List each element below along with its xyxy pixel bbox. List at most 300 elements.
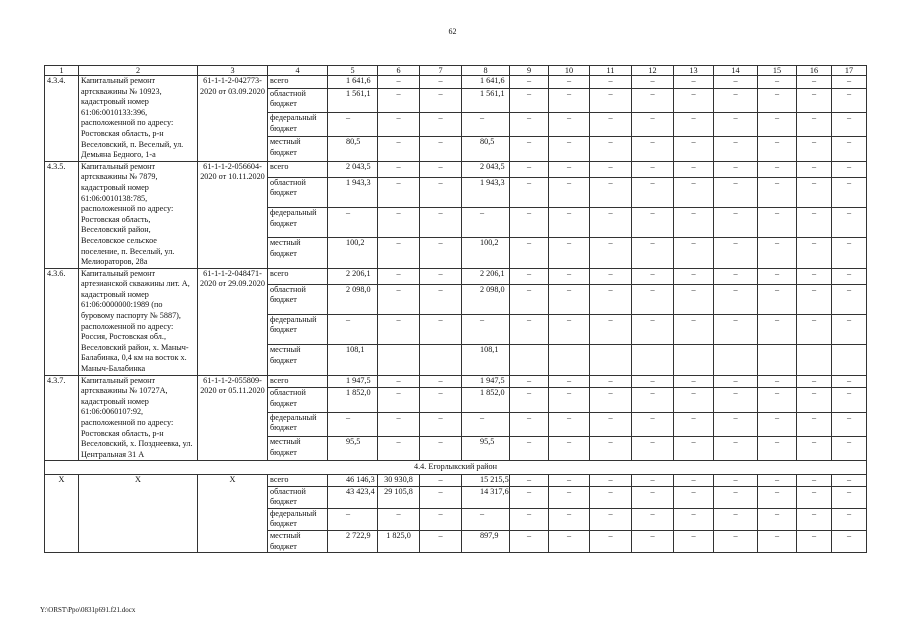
value-col10: – — [549, 137, 590, 161]
value-col16: – — [797, 238, 832, 268]
value-col13: – — [674, 177, 714, 207]
value-col10: – — [549, 486, 590, 508]
value-total: 1 852,0 — [328, 388, 378, 412]
value-col10: – — [549, 76, 590, 89]
value-col11: – — [590, 486, 632, 508]
empty-cell — [714, 345, 758, 375]
empty-cell — [420, 345, 462, 375]
value-col12: – — [632, 113, 674, 137]
value-col17: – — [832, 137, 867, 161]
value-col7: – — [420, 314, 462, 344]
value-col11: – — [590, 161, 632, 177]
value-col8: 80,5 — [462, 137, 510, 161]
value-col12: – — [632, 284, 674, 314]
value-col11: – — [590, 314, 632, 344]
value-col6: 30 930,8 — [378, 474, 420, 486]
value-col11: – — [590, 412, 632, 436]
value-col13: – — [674, 437, 714, 461]
summary-col3: Х — [198, 474, 268, 552]
value-col16: – — [797, 486, 832, 508]
value-total: 100,2 — [328, 238, 378, 268]
value-col14: – — [714, 207, 758, 237]
value-col7: – — [420, 113, 462, 137]
value-col13: – — [674, 284, 714, 314]
value-col12: – — [632, 268, 674, 284]
value-col9: – — [510, 113, 549, 137]
value-col15: – — [758, 137, 797, 161]
value-col6: – — [378, 437, 420, 461]
value-col15: – — [758, 238, 797, 268]
value-col9: – — [510, 88, 549, 112]
empty-cell — [632, 345, 674, 375]
empty-cell — [549, 345, 590, 375]
value-col17: – — [832, 268, 867, 284]
value-col13: – — [674, 207, 714, 237]
value-total: 46 146,3 — [328, 474, 378, 486]
value-col8: – — [462, 508, 510, 530]
funding-source-label: всего — [268, 474, 328, 486]
funding-source-label: всего — [268, 375, 328, 388]
value-col6: – — [378, 113, 420, 137]
column-header: 2 — [79, 66, 198, 76]
value-col16: – — [797, 375, 832, 388]
value-col11: – — [590, 177, 632, 207]
column-header: 7 — [420, 66, 462, 76]
column-header: 14 — [714, 66, 758, 76]
project-code: 61-1-1-2-042773-2020 от 03.09.2020 — [198, 76, 268, 162]
value-col11: – — [590, 76, 632, 89]
value-col10: – — [549, 375, 590, 388]
empty-cell — [797, 345, 832, 375]
value-col13: – — [674, 161, 714, 177]
value-col10: – — [549, 388, 590, 412]
value-col7: – — [420, 375, 462, 388]
column-header: 17 — [832, 66, 867, 76]
funding-source-label: местный бюджет — [268, 137, 328, 161]
value-col15: – — [758, 474, 797, 486]
value-col12: – — [632, 474, 674, 486]
value-col8: 2 206,1 — [462, 268, 510, 284]
value-col15: – — [758, 113, 797, 137]
value-col7: – — [420, 88, 462, 112]
value-col10: – — [549, 284, 590, 314]
value-col16: – — [797, 412, 832, 436]
value-col8: 1 641,6 — [462, 76, 510, 89]
value-col11: – — [590, 207, 632, 237]
value-col9: – — [510, 284, 549, 314]
value-col7: – — [420, 177, 462, 207]
value-total: 108,1 — [328, 345, 378, 375]
empty-cell — [378, 345, 420, 375]
value-col15: – — [758, 314, 797, 344]
summary-col1: Х — [45, 474, 79, 552]
value-col14: – — [714, 388, 758, 412]
value-col13: – — [674, 88, 714, 112]
value-col10: – — [549, 268, 590, 284]
value-col6: – — [378, 161, 420, 177]
column-header: 1 — [45, 66, 79, 76]
value-col7: – — [420, 137, 462, 161]
value-col6: – — [378, 284, 420, 314]
value-col13: – — [674, 412, 714, 436]
value-total: 1 561,1 — [328, 88, 378, 112]
value-col7: – — [420, 238, 462, 268]
file-path-footer: Y:\ORST\Ppo\0831p691.f21.docx — [40, 606, 136, 614]
value-col7: – — [420, 474, 462, 486]
value-col8: 1 947,5 — [462, 375, 510, 388]
column-header: 12 — [632, 66, 674, 76]
project-code: 61-1-1-2-056604-2020 от 10.11.2020 — [198, 161, 268, 268]
value-col9: – — [510, 161, 549, 177]
value-col12: – — [632, 177, 674, 207]
column-header: 9 — [510, 66, 549, 76]
funding-source-label: местный бюджет — [268, 345, 328, 375]
value-col15: – — [758, 161, 797, 177]
value-col16: – — [797, 88, 832, 112]
value-col15: – — [758, 76, 797, 89]
value-col16: – — [797, 113, 832, 137]
value-col7: – — [420, 268, 462, 284]
value-col16: – — [797, 284, 832, 314]
value-col12: – — [632, 530, 674, 552]
value-col10: – — [549, 314, 590, 344]
value-col7: – — [420, 508, 462, 530]
value-col8: – — [462, 412, 510, 436]
value-col6: – — [378, 314, 420, 344]
value-col11: – — [590, 508, 632, 530]
value-col11: – — [590, 474, 632, 486]
value-col9: – — [510, 486, 549, 508]
empty-cell — [510, 345, 549, 375]
value-col17: – — [832, 177, 867, 207]
value-col13: – — [674, 268, 714, 284]
value-col13: – — [674, 486, 714, 508]
value-col6: – — [378, 76, 420, 89]
table-row — [45, 268, 867, 284]
value-col10: – — [549, 238, 590, 268]
value-col7: – — [420, 530, 462, 552]
value-col6: – — [378, 88, 420, 112]
value-col10: – — [549, 437, 590, 461]
funding-source-label: областной бюджет — [268, 284, 328, 314]
summary-col2: Х — [79, 474, 198, 552]
table-row — [45, 161, 867, 177]
value-col14: – — [714, 375, 758, 388]
value-col14: – — [714, 314, 758, 344]
value-col15: – — [758, 88, 797, 112]
value-col17: – — [832, 88, 867, 112]
value-col17: – — [832, 412, 867, 436]
empty-cell — [832, 345, 867, 375]
funding-source-label: федеральный бюджет — [268, 314, 328, 344]
value-col7: – — [420, 76, 462, 89]
value-col8: 1 561,1 — [462, 88, 510, 112]
value-total: 2 722,9 — [328, 530, 378, 552]
value-total: – — [328, 113, 378, 137]
value-col10: – — [549, 207, 590, 237]
value-col17: – — [832, 314, 867, 344]
value-col15: – — [758, 412, 797, 436]
column-header: 10 — [549, 66, 590, 76]
value-col6: – — [378, 137, 420, 161]
value-col10: – — [549, 88, 590, 112]
value-col12: – — [632, 76, 674, 89]
value-total: 1 947,5 — [328, 375, 378, 388]
value-col9: – — [510, 375, 549, 388]
value-col6: – — [378, 177, 420, 207]
value-total: – — [328, 314, 378, 344]
value-col9: – — [510, 177, 549, 207]
funding-source-label: федеральный бюджет — [268, 113, 328, 137]
value-col15: – — [758, 530, 797, 552]
project-number: 4.3.6. — [45, 268, 79, 375]
value-col8: – — [462, 207, 510, 237]
value-col12: – — [632, 375, 674, 388]
column-header: 4 — [268, 66, 328, 76]
project-number: 4.3.7. — [45, 375, 79, 461]
value-col12: – — [632, 412, 674, 436]
value-col12: – — [632, 88, 674, 112]
value-total: 2 043,5 — [328, 161, 378, 177]
value-col9: – — [510, 437, 549, 461]
value-col16: – — [797, 161, 832, 177]
value-col14: – — [714, 508, 758, 530]
value-col6: – — [378, 207, 420, 237]
value-col11: – — [590, 137, 632, 161]
page-number: 62 — [448, 27, 457, 36]
value-col11: – — [590, 375, 632, 388]
project-title: Капитальный ремонт артезианской скважины лит. А, кадастровый номер 61:06:0000000:1989 (по буровому паспорту № 5887), расположенной по адресу: Россия, Ростовская обл., Веселовский район, х. Маныч-Балабинка, 0,4 км на восток х. Маныч-Балабинка — [79, 268, 198, 375]
value-col11: – — [590, 113, 632, 137]
value-col9: – — [510, 530, 549, 552]
empty-cell — [674, 345, 714, 375]
value-col9: – — [510, 238, 549, 268]
value-col9: – — [510, 508, 549, 530]
project-title: Капитальный ремонт артскважины № 10727А, кадастровый номер 61:06:0060107:92, расположенной по адресу: Ростовская область, р-н Веселовский, х. Позднеевка, ул. Центральная 31 А — [79, 375, 198, 461]
value-col11: – — [590, 284, 632, 314]
value-col11: – — [590, 268, 632, 284]
column-header: 8 — [462, 66, 510, 76]
value-col17: – — [832, 76, 867, 89]
value-col10: – — [549, 530, 590, 552]
column-header: 13 — [674, 66, 714, 76]
value-col13: – — [674, 474, 714, 486]
value-col17: – — [832, 474, 867, 486]
funding-source-label: местный бюджет — [268, 238, 328, 268]
value-col16: – — [797, 76, 832, 89]
value-col17: – — [832, 388, 867, 412]
value-col9: – — [510, 412, 549, 436]
value-col15: – — [758, 268, 797, 284]
value-col9: – — [510, 137, 549, 161]
value-col8: 14 317,6 — [462, 486, 510, 508]
value-col17: – — [832, 508, 867, 530]
table-row — [45, 474, 867, 486]
value-total: 43 423,4 — [328, 486, 378, 508]
value-col16: – — [797, 314, 832, 344]
value-col10: – — [549, 161, 590, 177]
value-col9: – — [510, 207, 549, 237]
value-col14: – — [714, 76, 758, 89]
value-col16: – — [797, 508, 832, 530]
value-total: 95,5 — [328, 437, 378, 461]
value-col15: – — [758, 388, 797, 412]
table-row — [45, 375, 867, 388]
value-col17: – — [832, 207, 867, 237]
column-header: 3 — [198, 66, 268, 76]
funding-source-label: местный бюджет — [268, 530, 328, 552]
value-col9: – — [510, 268, 549, 284]
value-total: 1 641,6 — [328, 76, 378, 89]
column-header: 15 — [758, 66, 797, 76]
value-col17: – — [832, 375, 867, 388]
value-col7: – — [420, 412, 462, 436]
value-col6: – — [378, 238, 420, 268]
value-col12: – — [632, 161, 674, 177]
value-col14: – — [714, 88, 758, 112]
value-col14: – — [714, 284, 758, 314]
value-col13: – — [674, 113, 714, 137]
value-col8: – — [462, 314, 510, 344]
project-code: 61-1-1-2-055809-2020 от 05.11.2020 — [198, 375, 268, 461]
value-col14: – — [714, 474, 758, 486]
value-col10: – — [549, 113, 590, 137]
value-col11: – — [590, 437, 632, 461]
value-col11: – — [590, 238, 632, 268]
value-col11: – — [590, 388, 632, 412]
value-col17: – — [832, 113, 867, 137]
value-col8: 15 215,5 — [462, 474, 510, 486]
value-col15: – — [758, 177, 797, 207]
value-col14: – — [714, 268, 758, 284]
value-col14: – — [714, 177, 758, 207]
value-col11: – — [590, 88, 632, 112]
value-col14: – — [714, 530, 758, 552]
value-total: 2 098,0 — [328, 284, 378, 314]
value-col6: 1 825,0 — [378, 530, 420, 552]
value-col13: – — [674, 137, 714, 161]
funding-source-label: федеральный бюджет — [268, 412, 328, 436]
value-col15: – — [758, 207, 797, 237]
empty-cell — [758, 345, 797, 375]
value-col10: – — [549, 412, 590, 436]
column-header: 6 — [378, 66, 420, 76]
funding-source-label: областной бюджет — [268, 486, 328, 508]
value-col16: – — [797, 207, 832, 237]
value-col8: 1 943,3 — [462, 177, 510, 207]
funding-source-label: областной бюджет — [268, 177, 328, 207]
value-col7: – — [420, 437, 462, 461]
value-col10: – — [549, 177, 590, 207]
empty-cell — [590, 345, 632, 375]
value-col12: – — [632, 137, 674, 161]
value-col14: – — [714, 137, 758, 161]
value-col12: – — [632, 207, 674, 237]
value-col15: – — [758, 437, 797, 461]
value-col9: – — [510, 314, 549, 344]
value-total: 1 943,3 — [328, 177, 378, 207]
project-number: 4.3.4. — [45, 76, 79, 162]
value-col8: 1 852,0 — [462, 388, 510, 412]
value-col17: – — [832, 161, 867, 177]
value-col12: – — [632, 486, 674, 508]
funding-source-label: федеральный бюджет — [268, 207, 328, 237]
value-col6: – — [378, 508, 420, 530]
value-col14: – — [714, 161, 758, 177]
value-col12: – — [632, 388, 674, 412]
value-col8: 108,1 — [462, 345, 510, 375]
value-col10: – — [549, 474, 590, 486]
value-total: 80,5 — [328, 137, 378, 161]
funding-source-label: всего — [268, 268, 328, 284]
value-col17: – — [832, 284, 867, 314]
funding-source-label: местный бюджет — [268, 437, 328, 461]
value-col9: – — [510, 474, 549, 486]
value-col8: 95,5 — [462, 437, 510, 461]
value-total: – — [328, 508, 378, 530]
value-col13: – — [674, 530, 714, 552]
value-col14: – — [714, 412, 758, 436]
value-col16: – — [797, 268, 832, 284]
value-col12: – — [632, 314, 674, 344]
section-row — [45, 461, 867, 475]
project-number: 4.3.5. — [45, 161, 79, 268]
section-title: 4.4. Егорлыкский район — [45, 461, 867, 475]
value-col6: – — [378, 388, 420, 412]
value-col8: – — [462, 113, 510, 137]
value-col8: 2 043,5 — [462, 161, 510, 177]
value-total: – — [328, 207, 378, 237]
value-col9: – — [510, 76, 549, 89]
value-col6: – — [378, 412, 420, 436]
budget-table — [44, 65, 867, 553]
value-col6: – — [378, 268, 420, 284]
project-title: Капитальный ремонт артскважины № 10923, кадастровый номер 61:06:0010133:396, расположенной по адресу: Ростовская область, р-н Веселовский, п. Веселый, ул. Демьяна Бедного, 1-а — [79, 76, 198, 162]
value-col14: – — [714, 238, 758, 268]
value-col12: – — [632, 238, 674, 268]
value-col16: – — [797, 177, 832, 207]
funding-source-label: областной бюджет — [268, 88, 328, 112]
value-col13: – — [674, 238, 714, 268]
value-col15: – — [758, 375, 797, 388]
value-col13: – — [674, 375, 714, 388]
value-col13: – — [674, 388, 714, 412]
value-col7: – — [420, 161, 462, 177]
funding-source-label: федеральный бюджет — [268, 508, 328, 530]
value-col13: – — [674, 314, 714, 344]
value-col14: – — [714, 113, 758, 137]
value-col17: – — [832, 486, 867, 508]
value-col16: – — [797, 137, 832, 161]
value-col17: – — [832, 437, 867, 461]
value-col16: – — [797, 530, 832, 552]
value-col15: – — [758, 508, 797, 530]
table-row — [45, 76, 867, 89]
value-col12: – — [632, 437, 674, 461]
value-col15: – — [758, 284, 797, 314]
value-col14: – — [714, 486, 758, 508]
column-header: 16 — [797, 66, 832, 76]
value-col11: – — [590, 530, 632, 552]
value-total: 2 206,1 — [328, 268, 378, 284]
column-header: 11 — [590, 66, 632, 76]
value-col15: – — [758, 486, 797, 508]
value-col12: – — [632, 508, 674, 530]
value-col13: – — [674, 76, 714, 89]
value-col7: – — [420, 207, 462, 237]
value-col8: 2 098,0 — [462, 284, 510, 314]
funding-source-label: областной бюджет — [268, 388, 328, 412]
